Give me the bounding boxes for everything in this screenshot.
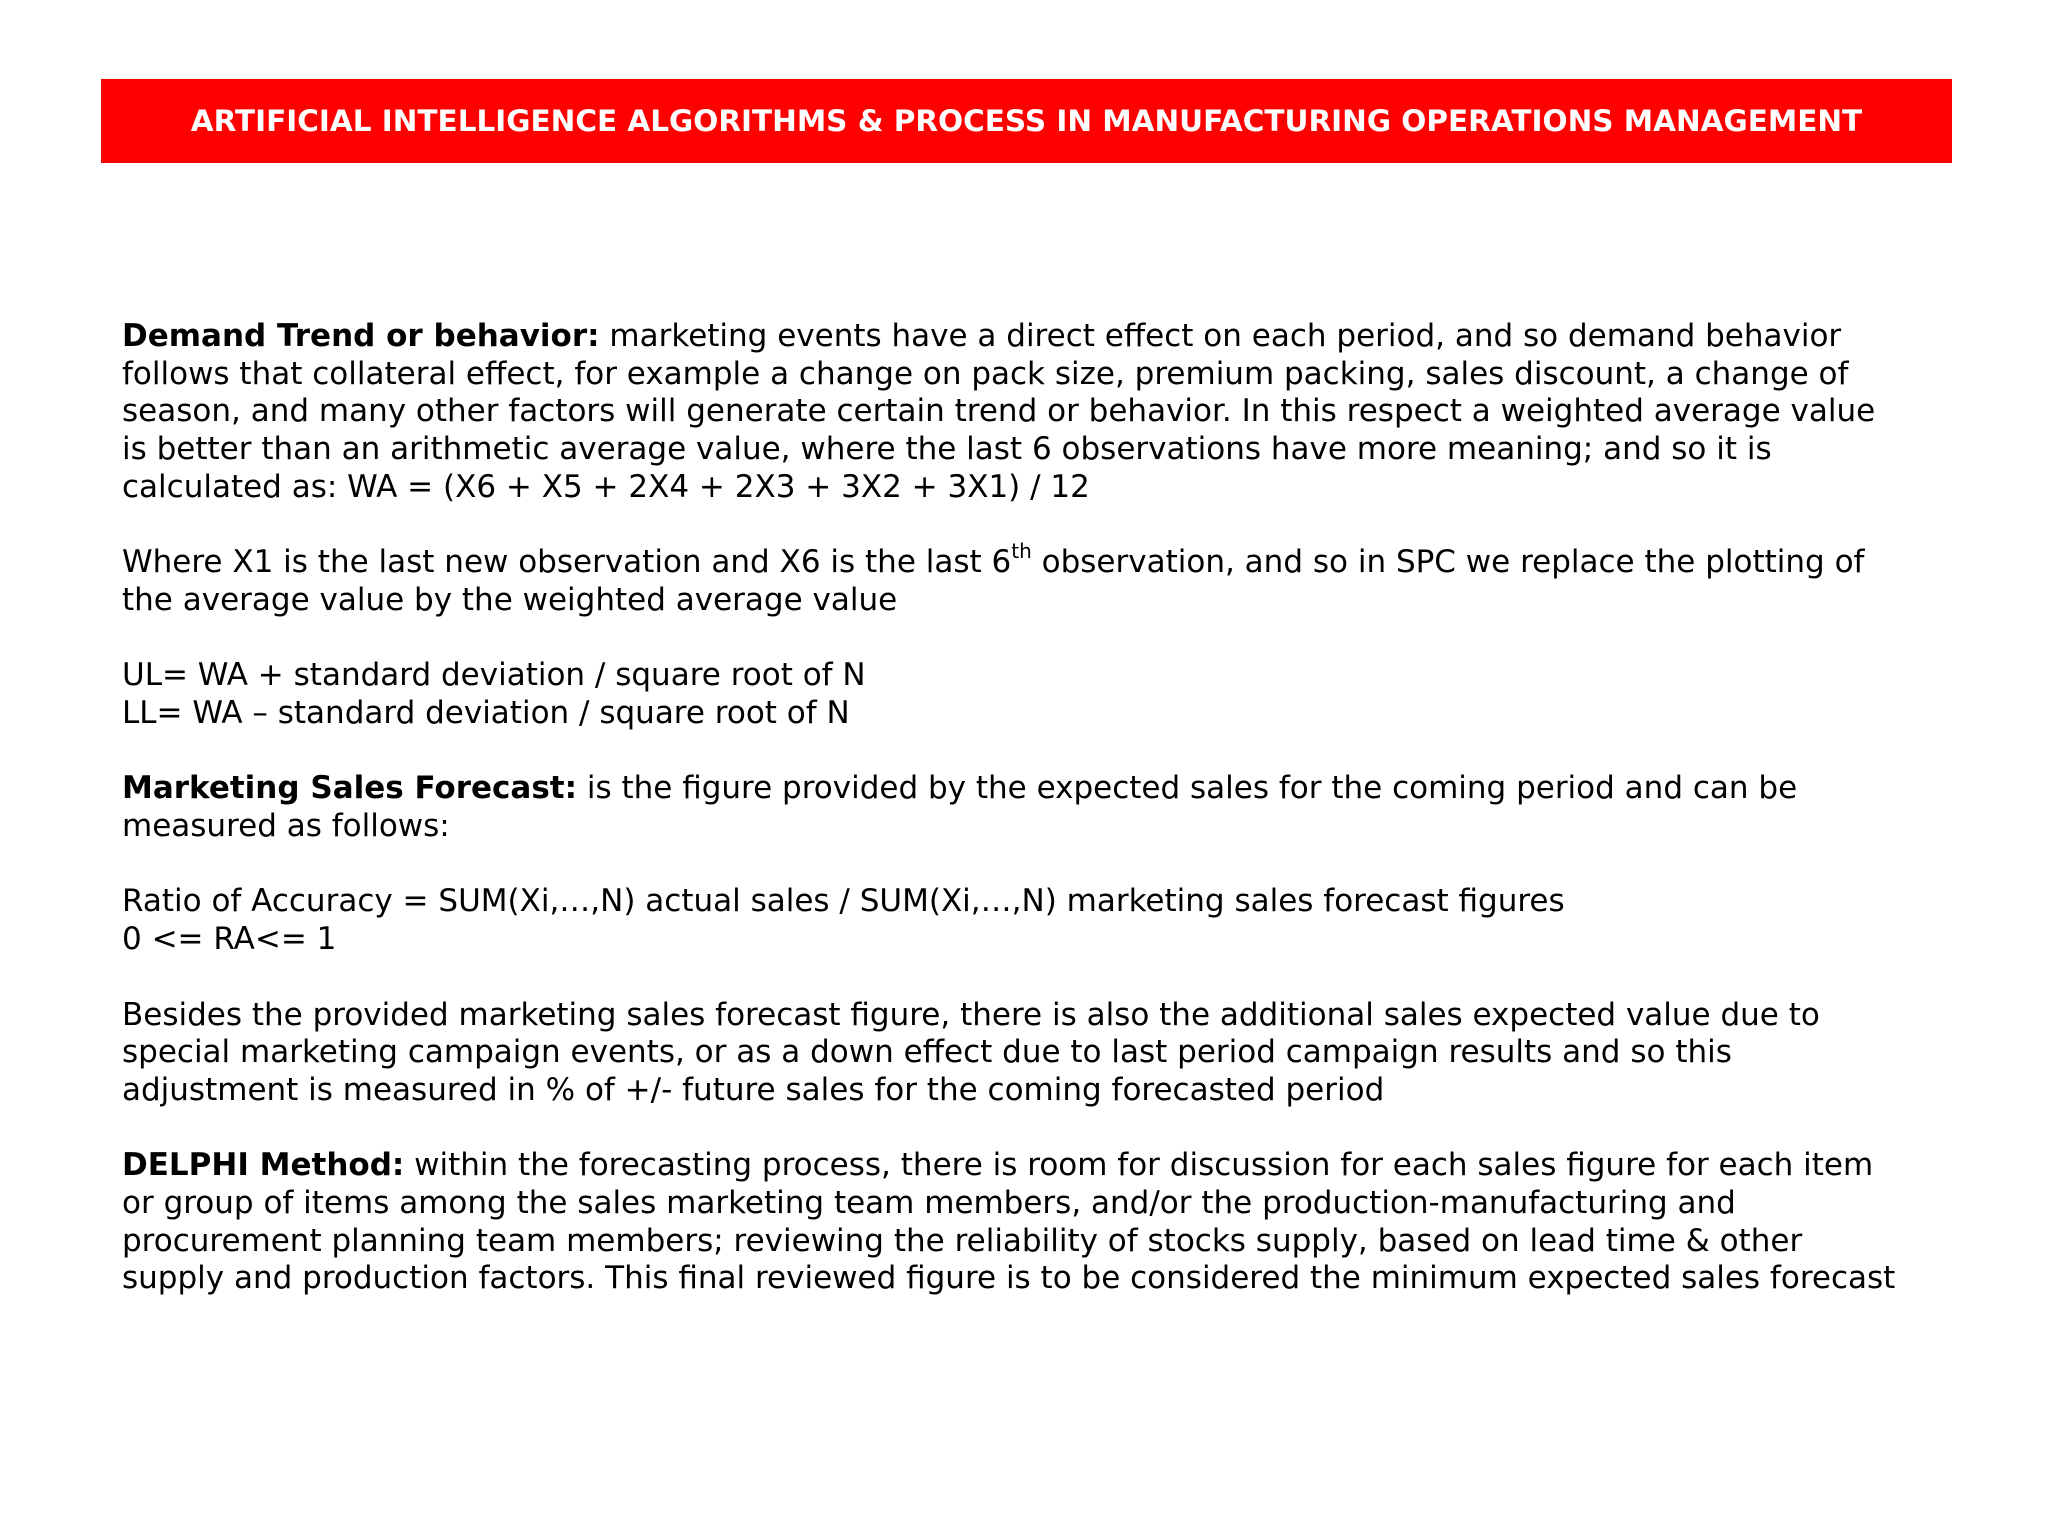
adjustment-line-3: adjustment is measured in % of +/- future sales for the coming forecasted period [122,1071,1385,1108]
where-note-text-pre: Where X1 is the last new observation and X6 is the last 6 [122,544,1012,581]
accuracy-paragraph [122,883,1942,958]
delphi-line-1 [122,1147,1942,1185]
demand-trend-line-1 [122,318,1942,356]
sales-forecast-heading: Marketing Sales Forecast: [122,770,577,807]
adjustment-paragraph [122,997,1942,1110]
ordinal-superscript: th [1011,538,1032,563]
delphi-text-1: within the forecasting process, there is room for discussion for each sales figure for each item [404,1147,1874,1184]
adjustment-line-2: special marketing campaign events, or as a down effect due to last period campaign results and so this [122,1034,1732,1071]
delphi-line-2: or group of items among the sales marketing team members, and/or the production-manufacturing and [122,1185,1736,1222]
where-note-line-2: the average value by the weighted average value [122,581,898,618]
where-note-line-1 [122,538,1942,582]
body-content [122,318,1942,1336]
sales-forecast-paragraph [122,770,1942,845]
demand-trend-paragraph [122,318,1942,507]
delphi-heading: DELPHI Method: [122,1147,405,1184]
lower-limit-formula: LL= WA – standard deviation / square root of N [122,695,850,731]
page-title: ARTIFICIAL INTELLIGENCE ALGORITHMS & PROCESS IN MANUFACTURING OPERATIONS MANAGEMENT [190,104,1863,138]
delphi-line-3: procurement planning team members; reviewing the reliability of stocks supply, based on lead time & other [122,1222,1803,1259]
sales-forecast-line-1 [122,770,1942,808]
sales-forecast-line-2: measured as follows: [122,808,450,845]
title-banner [101,79,1952,163]
demand-trend-line-3: season, and many other factors will generate certain trend or behavior. In this respect a weighted average value [122,393,1876,430]
ratio-of-accuracy-formula: Ratio of Accuracy = SUM(Xi,…,N) actual sales / SUM(Xi,…,N) marketing sales forecast figures [122,883,1565,920]
ratio-of-accuracy-range: 0 <= RA<= 1 [122,921,337,958]
demand-trend-line-2: follows that collateral effect, for example a change on pack size, premium packing, sales discount, a change of [122,355,1849,392]
demand-trend-heading: Demand Trend or behavior: [122,318,600,354]
delphi-paragraph [122,1147,1942,1298]
delphi-line-4: supply and production factors. This final reviewed figure is to be considered the minimum expected sales forecast [122,1260,1896,1297]
limits-paragraph [122,657,1942,732]
demand-trend-line-4: is better than an arithmetic average value, where the last 6 observations have more meaning; and so it is [122,431,1772,468]
adjustment-line-1: Besides the provided marketing sales forecast figure, there is also the additional sales expected value due to [122,996,1820,1033]
upper-limit-formula: UL= WA + standard deviation / square root of N [122,657,866,694]
weighted-average-formula: calculated as: WA = (X6 + X5 + 2X4 + 2X3 + 3X2 + 3X1) / 12 [122,468,1090,505]
demand-trend-text-1: marketing events have a direct effect on each period, and so demand behavior [599,318,1842,354]
where-note-text-post: observation, and so in SPC we replace the plotting of [1031,544,1865,581]
sales-forecast-text-1: is the figure provided by the expected sales for the coming period and can be [577,770,1798,807]
where-note-paragraph [122,538,1942,619]
